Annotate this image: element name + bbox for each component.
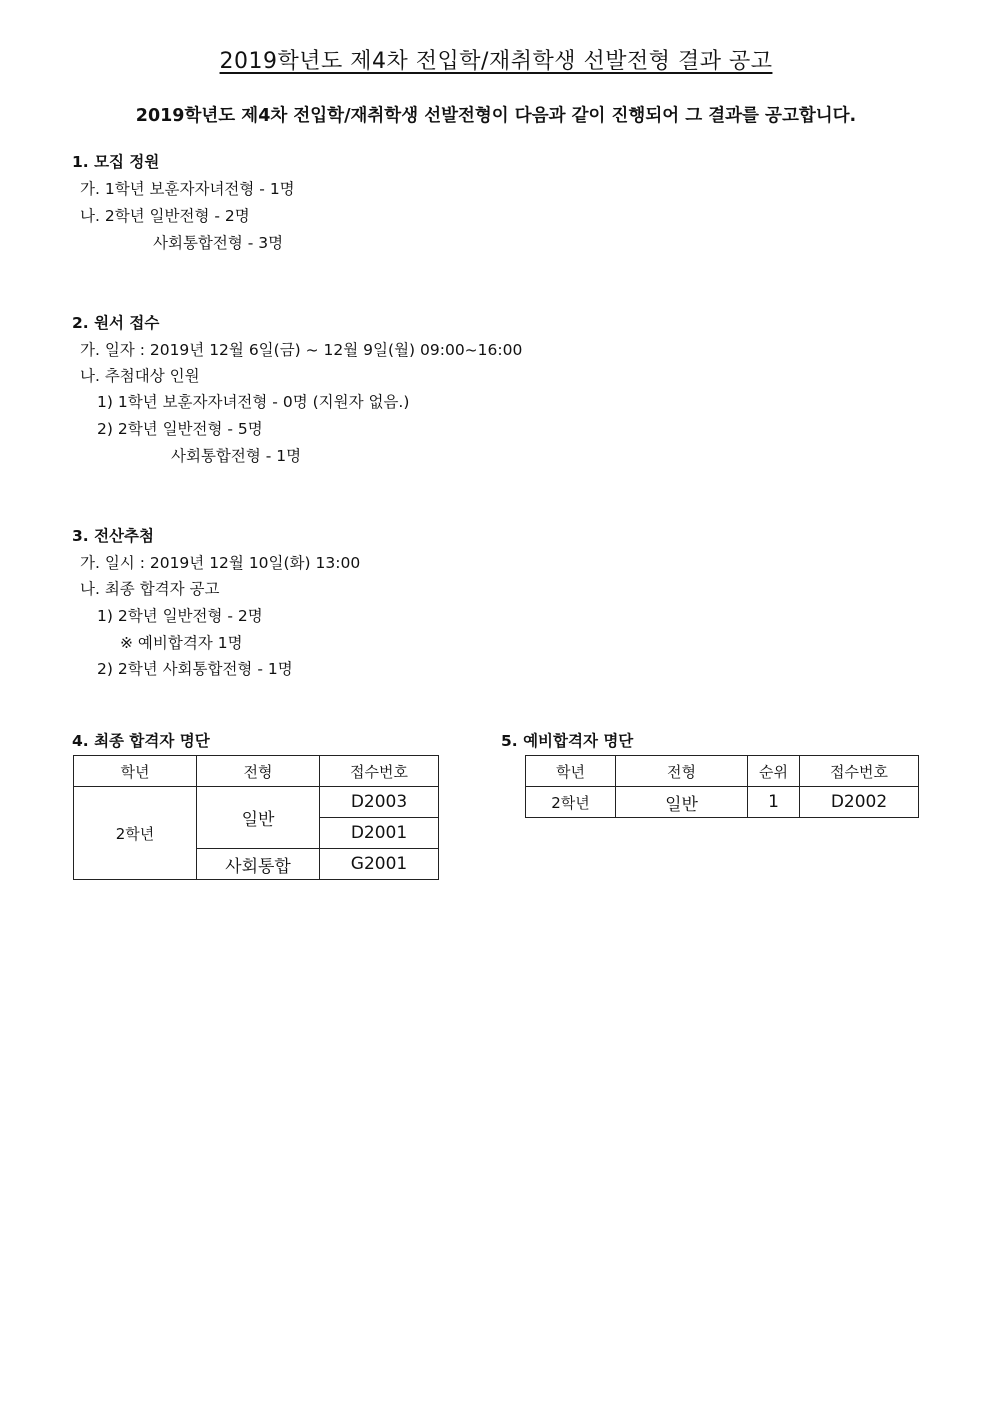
header-cell: 순위 [748, 756, 800, 787]
notice-title-text: 2019학년도 제4차 전입학/재취학생 선발전형 결과 공고 [219, 49, 773, 74]
header-cell: 전형 [197, 756, 320, 787]
type-cell: 사회통합 [197, 849, 320, 880]
reserve-passers-table [525, 755, 919, 818]
section1-line: 가. 1학년 보훈자자녀전형 - 1명 [80, 180, 295, 198]
grade-cell: 2학년 [74, 787, 197, 880]
section3-line: 2) 2학년 사회통합전형 - 1명 [97, 660, 293, 678]
section3-heading: 3. 전산추첨 [72, 527, 154, 545]
header-cell: 학년 [74, 756, 197, 787]
section2-heading: 2. 원서 접수 [72, 314, 160, 332]
table-header-row [526, 756, 919, 787]
section2-line: 가. 일자 : 2019년 12월 6일(금) ~ 12월 9일(월) 09:00~16:00 [80, 341, 523, 359]
table-header-row [74, 756, 439, 787]
section3-line: 1) 2학년 일반전형 - 2명 [97, 607, 263, 625]
rank-cell: 1 [748, 787, 800, 818]
section5-heading: 5. 예비합격자 명단 [501, 732, 634, 750]
section4-heading: 4. 최종 합격자 명단 [72, 732, 210, 750]
number-cell: D2001 [320, 818, 439, 849]
section2-line: 나. 추첨대상 인원 [80, 367, 200, 385]
header-cell: 전형 [616, 756, 748, 787]
number-cell: D2002 [800, 787, 919, 818]
number-cell: D2003 [320, 787, 439, 818]
header-cell: 접수번호 [800, 756, 919, 787]
table-row [74, 787, 439, 818]
section2-line: 2) 2학년 일반전형 - 5명 [97, 420, 263, 438]
table-row [526, 787, 919, 818]
section3-line: 나. 최종 합격자 공고 [80, 580, 220, 598]
section1-line: 사회통합전형 - 3명 [153, 234, 284, 252]
section3-line: 가. 일시 : 2019년 12월 10일(화) 13:00 [80, 554, 361, 572]
notice-title [0, 44, 992, 75]
header-cell: 접수번호 [320, 756, 439, 787]
section1-line: 나. 2학년 일반전형 - 2명 [80, 207, 250, 225]
final-passers-table [73, 755, 439, 880]
type-cell: 일반 [616, 787, 748, 818]
section2-line: 1) 1학년 보훈자자녀전형 - 0명 (지원자 없음.) [97, 393, 410, 411]
header-cell: 학년 [526, 756, 616, 787]
section1-heading: 1. 모집 정원 [72, 153, 160, 171]
type-cell: 일반 [197, 787, 320, 849]
section3-line: ※ 예비합격자 1명 [120, 634, 243, 652]
section2-line: 사회통합전형 - 1명 [171, 447, 302, 465]
grade-cell: 2학년 [526, 787, 616, 818]
notice-intro: 2019학년도 제4차 전입학/재취학생 선발전형이 다음과 같이 진행되어 그 결과를 공고합니다. [135, 106, 857, 126]
number-cell: G2001 [320, 849, 439, 880]
